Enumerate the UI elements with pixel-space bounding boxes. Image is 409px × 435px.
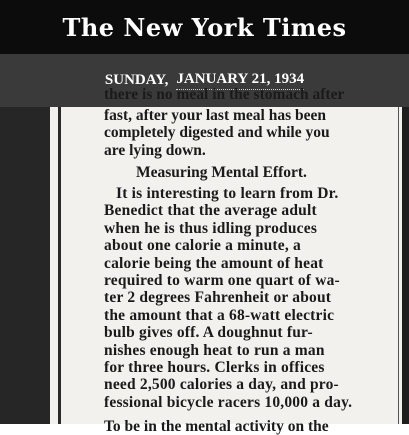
article-line: ter 2 degrees Fahrenheit or about — [104, 289, 332, 307]
article-cut-top-line: there is no meal in the stomach after — [104, 86, 345, 103]
article-line: about one calorie a minute, a — [104, 237, 301, 255]
nyt-logo[interactable]: The New York Times — [62, 12, 347, 42]
article-cut-bottom-line: To be in the mental activity on the — [104, 418, 329, 435]
issue-day: SUNDAY, — [104, 72, 169, 88]
article-line: nishes enough heat to run a man — [104, 341, 325, 359]
masthead-bar — [0, 0, 409, 54]
article-line: Benedict that the average adult — [104, 202, 317, 220]
article-line: required to warm one quart of wa- — [104, 272, 340, 289]
article-line: need 2,500 calories a day, and pro- — [104, 376, 339, 394]
article-line: the amount that a 68-watt electric — [104, 306, 335, 324]
column-rule — [58, 107, 61, 424]
right-margin-panel — [402, 107, 409, 424]
article-line: It is interesting to learn from Dr. — [116, 185, 339, 202]
article-line: fast, after your last meal has been — [104, 107, 327, 124]
article-line: completely digested and while you — [104, 124, 330, 142]
article-subheading: Measuring Mental Effort. — [136, 164, 307, 181]
column-rule-right — [398, 107, 399, 424]
article-line: when he is thus idling produces — [104, 219, 318, 237]
article-line: bulb gives off. A doughnut fur- — [104, 324, 313, 342]
article-line: are lying down. — [104, 141, 206, 159]
left-margin-panel — [0, 107, 50, 424]
issue-date-link[interactable]: JANUARY 21, 1934 — [176, 71, 304, 90]
article-line: for three hours. Clerks in offices — [104, 359, 325, 376]
article-line: calorie being the amount of heat — [104, 254, 324, 272]
article-line: fessional bicycle racers 10,000 a day. — [104, 393, 353, 411]
